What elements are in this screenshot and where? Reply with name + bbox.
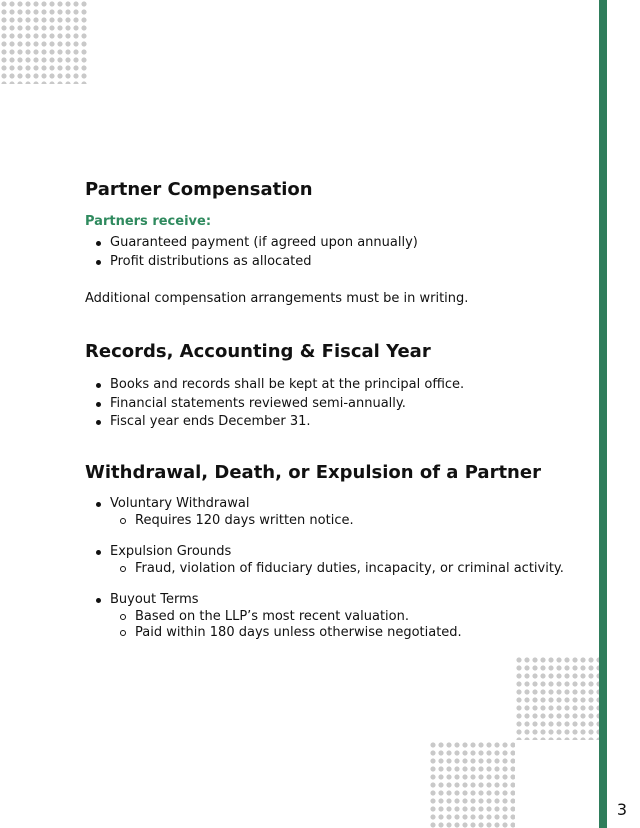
list-item: Guaranteed payment (if agreed upon annually) — [85, 234, 585, 253]
halftone-decoration-top-left — [0, 0, 87, 84]
halftone-decoration-bottom-right-upper — [515, 656, 599, 740]
document-body — [85, 178, 585, 640]
list-item — [85, 591, 585, 641]
section-heading: Records, Accounting & Fiscal Year — [85, 341, 431, 362]
accent-side-bar — [599, 0, 607, 828]
section-heading: Partner Compensation — [85, 179, 313, 200]
list-item-label: Buyout Terms — [110, 591, 199, 607]
bullet-list — [85, 495, 585, 641]
list-item: Books and records shall be kept at the principal office. — [85, 376, 585, 395]
list-item-label: Voluntary Withdrawal — [110, 495, 250, 511]
sub-list-item: Paid within 180 days unless otherwise negotiated. — [110, 625, 585, 641]
sub-list — [110, 561, 585, 577]
section-heading: Withdrawal, Death, or Expulsion of a Partner — [85, 461, 541, 483]
list-item: Fiscal year ends December 31. — [85, 413, 585, 432]
section-partner-compensation — [85, 178, 585, 308]
sub-list-item: Requires 120 days written notice. — [110, 513, 585, 529]
section-records-accounting — [85, 340, 585, 432]
sub-list — [110, 609, 585, 640]
page-number: 3 — [616, 800, 628, 819]
halftone-decoration-bottom-right-lower — [429, 741, 515, 828]
paragraph: Additional compensation arrangements must be in writing. — [85, 291, 469, 306]
sub-list-item: Fraud, violation of fiduciary duties, incapacity, or criminal activity. — [110, 561, 585, 577]
list-item — [85, 495, 585, 529]
section-withdrawal-death-expulsion — [85, 461, 585, 641]
sub-list-item: Based on the LLP’s most recent valuation. — [110, 609, 585, 625]
bullet-list — [85, 234, 585, 271]
sub-label: Partners receive: — [85, 214, 212, 229]
bullet-list — [85, 376, 585, 432]
list-item-label: Expulsion Grounds — [110, 543, 232, 559]
list-item: Profit distributions as allocated — [85, 253, 585, 272]
sub-list — [110, 513, 585, 529]
list-item: Financial statements reviewed semi-annually. — [85, 395, 585, 414]
list-item — [85, 543, 585, 577]
